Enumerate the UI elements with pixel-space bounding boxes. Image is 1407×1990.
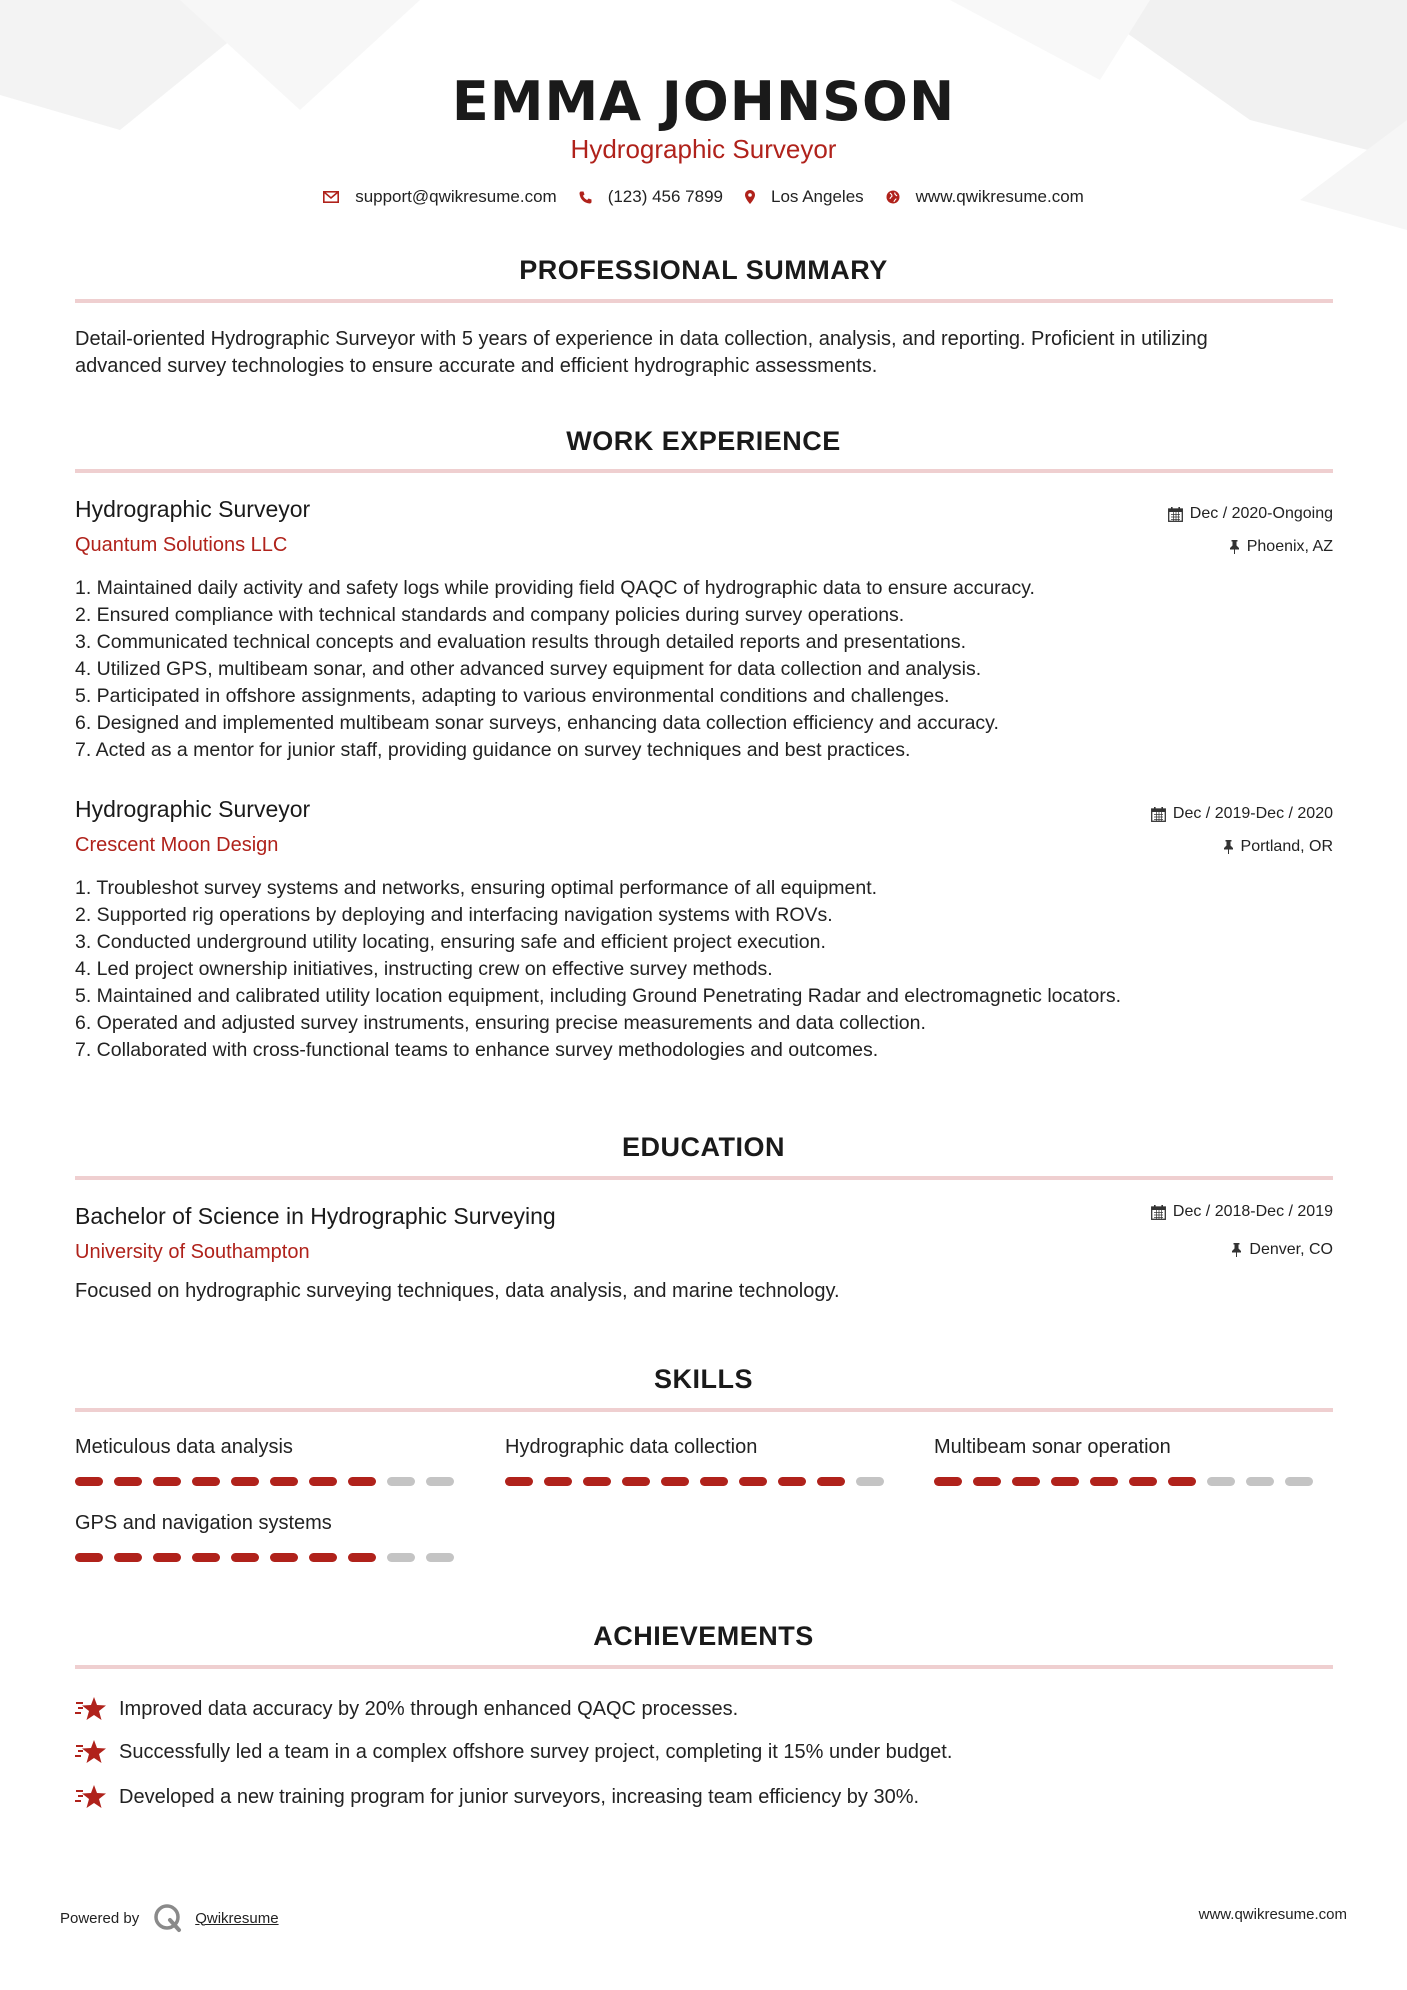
summary-heading: PROFESSIONAL SUMMARY xyxy=(519,255,888,285)
list-item: 7. Acted as a mentor for junior staff, providing guidance on survey techniques and best practices. xyxy=(75,739,911,761)
skill-dash-filled xyxy=(192,1477,220,1486)
achievement-text: Developed a new training program for junior surveyors, increasing team efficiency by 30%. xyxy=(119,1785,920,1808)
summary-text xyxy=(75,326,1333,380)
skill-item xyxy=(75,1512,332,1535)
achievement-text: Successfully led a team in a complex offshore survey project, completing it 15% under budget. xyxy=(119,1740,953,1763)
skill-dash-filled xyxy=(973,1477,1001,1486)
skill-dash-filled xyxy=(505,1477,533,1486)
summary-line-2: advanced survey technologies to ensure accurate and efficient hydrographic assessments. xyxy=(75,355,878,377)
phone-text: (123) 456 7899 xyxy=(607,187,724,206)
candidate-name: EMMA JOHNSON xyxy=(451,70,956,133)
candidate-title: Hydrographic Surveyor xyxy=(570,134,837,164)
education-location xyxy=(1231,1241,1333,1259)
list-item: 6. Operated and adjusted survey instruments, ensuring precise measurements and data collection. xyxy=(75,1012,926,1034)
skill-dash-empty xyxy=(387,1553,415,1562)
pushpin-icon xyxy=(1229,540,1240,554)
job-location-text: Portland, OR xyxy=(1240,838,1333,855)
job-dates xyxy=(1151,805,1333,823)
job-location xyxy=(1223,838,1333,856)
skill-item xyxy=(75,1436,293,1459)
phone-icon xyxy=(579,191,592,204)
skill-dash-filled xyxy=(270,1477,298,1486)
skill-dash-filled xyxy=(153,1553,181,1562)
footer-powered-by xyxy=(60,1903,279,1933)
skill-dash-filled xyxy=(739,1477,767,1486)
list-item: 6. Designed and implemented multibeam sonar surveys, enhancing data collection efficiency and accuracy. xyxy=(75,712,999,734)
skill-dash-filled xyxy=(153,1477,181,1486)
skill-dash-filled xyxy=(309,1553,337,1562)
skill-dash-empty xyxy=(1246,1477,1274,1486)
list-item: 7. Collaborated with cross-functional teams to enhance survey methodologies and outcomes. xyxy=(75,1039,879,1061)
pushpin-icon xyxy=(1231,1243,1242,1257)
skill-dash-empty xyxy=(426,1553,454,1562)
skill-name: Hydrographic data collection xyxy=(505,1436,758,1458)
skills-heading: SKILLS xyxy=(653,1364,753,1394)
experience-heading: WORK EXPERIENCE xyxy=(566,426,841,456)
skill-dash-filled xyxy=(934,1477,962,1486)
skill-dash-filled xyxy=(622,1477,650,1486)
skill-item xyxy=(934,1436,1171,1459)
powered-by-label: Powered by xyxy=(60,1909,140,1927)
star-award-icon xyxy=(75,1784,107,1810)
achievement-item xyxy=(75,1784,919,1810)
skill-dash-filled xyxy=(1168,1477,1196,1486)
website-text: www.qwikresume.com xyxy=(915,187,1084,206)
skill-dash-filled xyxy=(817,1477,845,1486)
degree-title: Bachelor of Science in Hydrographic Surveying xyxy=(75,1203,556,1229)
contact-email[interactable] xyxy=(323,187,557,207)
skills-divider xyxy=(75,1408,1333,1412)
skill-dash-empty xyxy=(387,1477,415,1486)
skill-rating xyxy=(505,1477,895,1486)
email-text: support@qwikresume.com xyxy=(355,187,557,206)
education-location-text: Denver, CO xyxy=(1249,1241,1333,1258)
skill-dash-filled xyxy=(700,1477,728,1486)
education-divider xyxy=(75,1176,1333,1180)
job-title: Hydrographic Surveyor xyxy=(75,796,311,822)
pushpin-icon xyxy=(1223,840,1234,854)
skill-dash-filled xyxy=(348,1477,376,1486)
job-company: Quantum Solutions LLC xyxy=(75,534,288,556)
job-dates xyxy=(1168,505,1333,523)
skill-dash-filled xyxy=(1012,1477,1040,1486)
contact-phone[interactable] xyxy=(579,187,723,207)
skill-rating xyxy=(75,1553,465,1562)
skill-rating xyxy=(934,1477,1324,1486)
skill-name: GPS and navigation systems xyxy=(75,1512,332,1534)
skill-dash-filled xyxy=(309,1477,337,1486)
education-dates xyxy=(1151,1203,1333,1221)
list-item: 5. Participated in offshore assignments, adapting to various environmental conditions and challenges. xyxy=(75,685,950,707)
skill-dash-filled xyxy=(778,1477,806,1486)
achievement-item xyxy=(75,1739,952,1765)
skill-dash-filled xyxy=(1090,1477,1118,1486)
contact-bar xyxy=(0,187,1407,207)
job-dates-text: Dec / 2020-Ongoing xyxy=(1189,505,1333,522)
list-item: 1. Troubleshot survey systems and networks, ensuring optimal performance of all equipment. xyxy=(75,877,878,899)
achievement-item xyxy=(75,1696,738,1722)
summary-divider xyxy=(75,299,1333,303)
star-award-icon xyxy=(75,1739,107,1765)
skill-dash-filled xyxy=(114,1477,142,1486)
list-item: 4. Led project ownership initiatives, instructing crew on effective survey methods. xyxy=(75,958,773,980)
summary-line-1: Detail-oriented Hydrographic Surveyor with 5 years of experience in data collection, analysis, and reporting. Proficient in utilizing xyxy=(75,328,1208,350)
qwikresume-logo-icon xyxy=(153,1903,183,1933)
skill-dash-filled xyxy=(270,1553,298,1562)
education-dates-text: Dec / 2018-Dec / 2019 xyxy=(1172,1203,1333,1220)
list-item: 5. Maintained and calibrated utility location equipment, including Ground Penetrating Radar and electromagnetic locators. xyxy=(75,985,1122,1007)
education-description: Focused on hydrographic surveying techniques, data analysis, and marine technology. xyxy=(75,1280,840,1302)
skill-dash-filled xyxy=(75,1477,103,1486)
skill-dash-filled xyxy=(583,1477,611,1486)
location-text: Los Angeles xyxy=(771,187,864,206)
experience-divider xyxy=(75,469,1333,473)
skill-dash-empty xyxy=(1285,1477,1313,1486)
list-item: 2. Supported rig operations by deploying and interfacing navigation systems with ROVs. xyxy=(75,904,833,926)
skill-dash-filled xyxy=(661,1477,689,1486)
calendar-icon xyxy=(1168,507,1183,522)
list-item: 3. Communicated technical concepts and evaluation results through detailed reports and presentations. xyxy=(75,631,967,653)
list-item: 3. Conducted underground utility locating, ensuring safe and efficient project execution. xyxy=(75,931,826,953)
skill-rating xyxy=(75,1477,465,1486)
globe-icon xyxy=(886,190,900,204)
achievement-text: Improved data accuracy by 20% through enhanced QAQC processes. xyxy=(119,1697,739,1720)
skill-name: Meticulous data analysis xyxy=(75,1436,293,1458)
school-name: University of Southampton xyxy=(75,1241,310,1263)
contact-location xyxy=(745,187,864,207)
skill-dash-filled xyxy=(1129,1477,1157,1486)
skill-dash-filled xyxy=(192,1553,220,1562)
job-responsibilities xyxy=(75,875,1333,1064)
skill-dash-filled xyxy=(231,1477,259,1486)
skill-dash-empty xyxy=(856,1477,884,1486)
job-location-text: Phoenix, AZ xyxy=(1246,538,1333,555)
skill-dash-empty xyxy=(1207,1477,1235,1486)
skill-item xyxy=(505,1436,757,1459)
achievements-divider xyxy=(75,1665,1333,1669)
achievements-heading: ACHIEVEMENTS xyxy=(593,1621,814,1651)
skill-dash-filled xyxy=(114,1553,142,1562)
skill-dash-filled xyxy=(1051,1477,1079,1486)
qwikresume-link[interactable]: Qwikresume xyxy=(195,1909,279,1927)
job-dates-text: Dec / 2019-Dec / 2020 xyxy=(1172,805,1333,822)
skill-dash-filled xyxy=(348,1553,376,1562)
skill-dash-filled xyxy=(231,1553,259,1562)
list-item: 2. Ensured compliance with technical standards and company policies during survey operations. xyxy=(75,604,905,626)
calendar-icon xyxy=(1151,807,1166,822)
job-responsibilities xyxy=(75,575,1333,764)
skill-dash-filled xyxy=(75,1553,103,1562)
skill-dash-empty xyxy=(426,1477,454,1486)
map-pin-icon xyxy=(745,190,755,204)
job-company: Crescent Moon Design xyxy=(75,834,279,856)
list-item: 1. Maintained daily activity and safety logs while providing field QAQC of hydrographic data to ensure accuracy. xyxy=(75,577,1035,599)
skill-name: Multibeam sonar operation xyxy=(934,1436,1171,1458)
job-title: Hydrographic Surveyor xyxy=(75,496,311,522)
footer-website[interactable]: www.qwikresume.com xyxy=(1198,1906,1347,1923)
calendar-icon xyxy=(1151,1205,1166,1220)
education-heading: EDUCATION xyxy=(622,1132,785,1162)
job-location xyxy=(1229,538,1333,556)
star-award-icon xyxy=(75,1696,107,1722)
contact-website[interactable] xyxy=(886,187,1084,207)
skill-dash-filled xyxy=(544,1477,572,1486)
envelope-icon xyxy=(323,191,339,203)
list-item: 4. Utilized GPS, multibeam sonar, and other advanced survey equipment for data collection and analysis. xyxy=(75,658,982,680)
